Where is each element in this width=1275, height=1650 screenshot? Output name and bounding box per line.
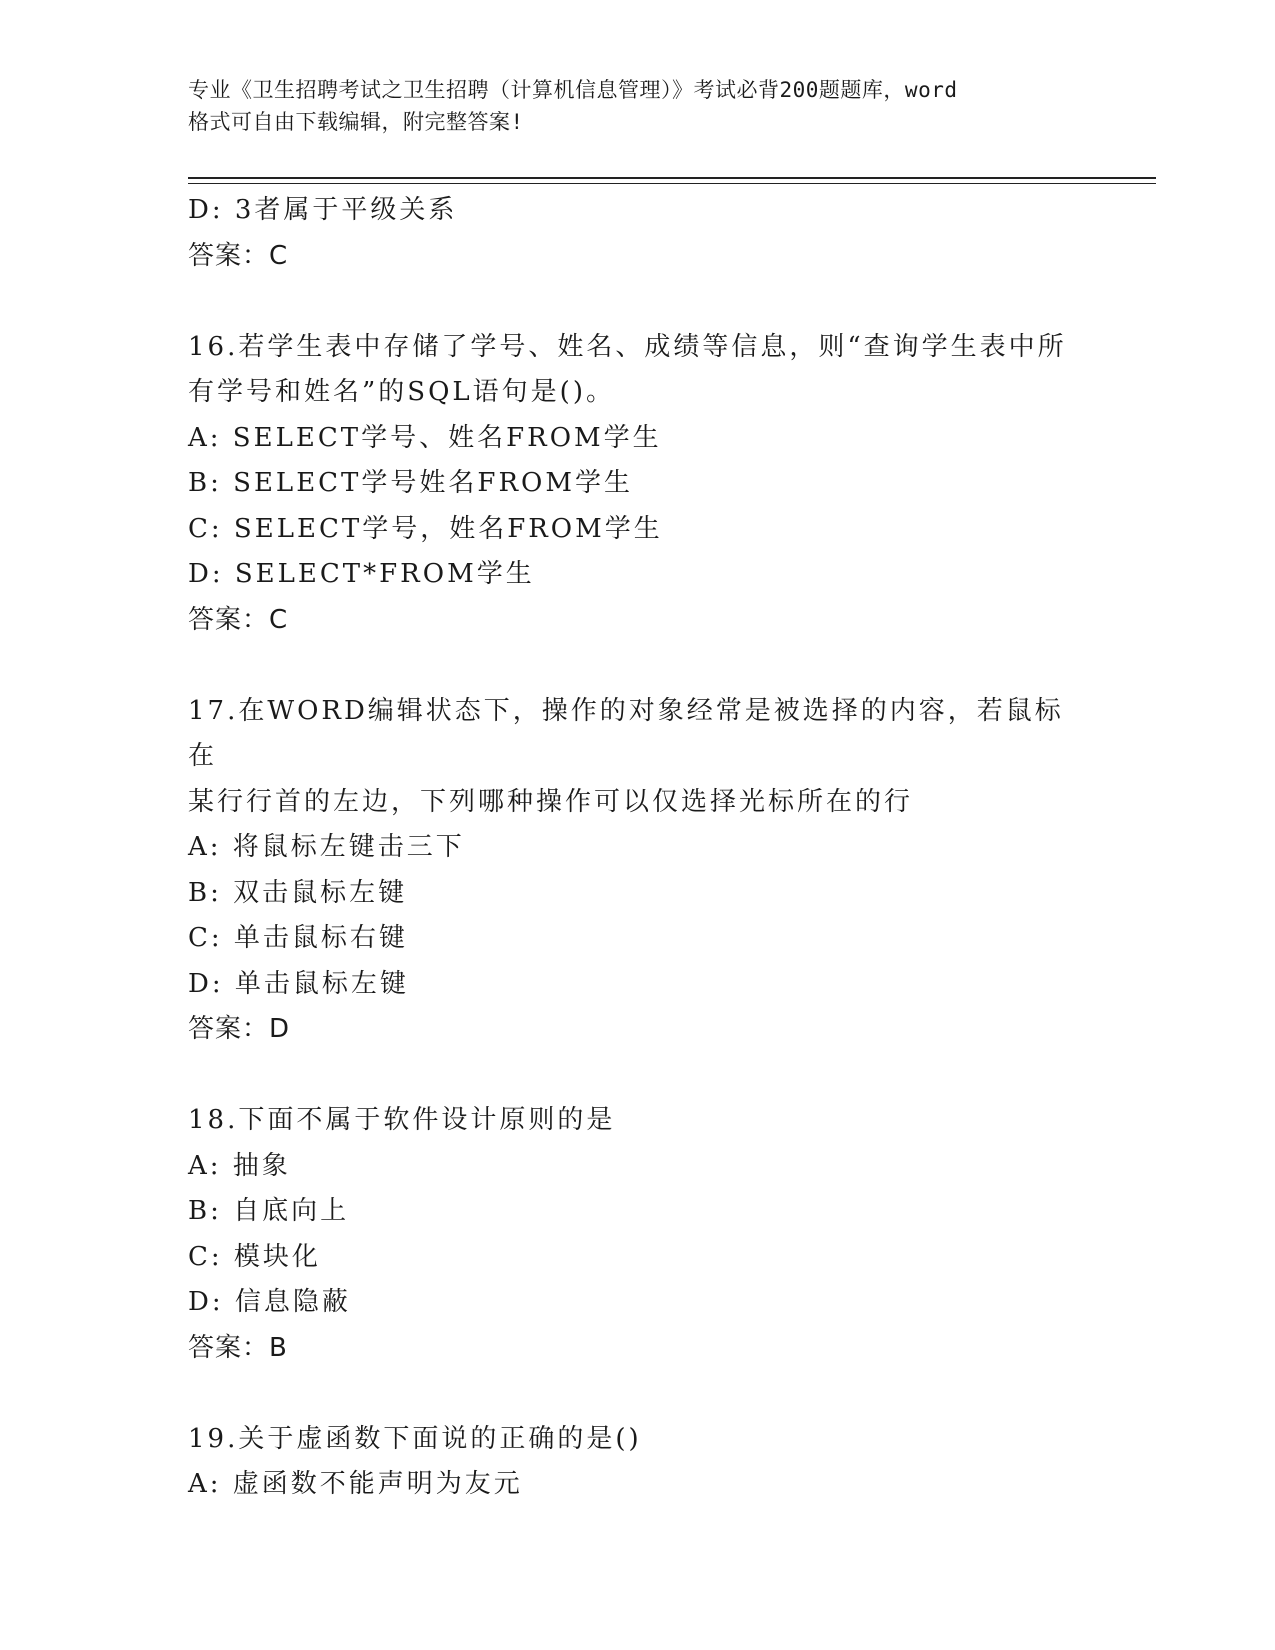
answer-label: 答案：D bbox=[188, 1014, 291, 1044]
question-18 bbox=[188, 1098, 1088, 1371]
question-19 bbox=[188, 1417, 1088, 1508]
header-title-line-2: 格式可自由下载编辑，附完整答案! bbox=[188, 110, 524, 134]
question-text-line-1: 16.若学生表中存储了学号、姓名、成绩等信息，则“查询学生表中所 bbox=[188, 331, 1067, 362]
question-text-line-1: 19.关于虚函数下面说的正确的是() bbox=[188, 1423, 642, 1454]
option-c: C: SELECT学号，姓名FROM学生 bbox=[188, 513, 663, 544]
option-a: A: 虚函数不能声明为友元 bbox=[188, 1469, 523, 1499]
option-c: C: 单击鼠标右键 bbox=[188, 923, 408, 953]
answer-label: 答案：C bbox=[188, 240, 289, 271]
option-b: B: 双击鼠标左键 bbox=[188, 877, 408, 908]
option-d: D: 单击鼠标左键 bbox=[188, 968, 409, 999]
option-a: A: SELECT学号、姓名FROM学生 bbox=[188, 422, 662, 453]
question-text-line-1: 18.下面不属于软件设计原则的是 bbox=[188, 1105, 616, 1135]
header-title-line-1: 专业《卫生招聘考试之卫生招聘（计算机信息管理）》考试必背200题题库，word bbox=[188, 78, 958, 102]
document-header bbox=[188, 74, 1108, 138]
previous-question-tail bbox=[188, 188, 1088, 279]
option-d: D: 3者属于平级关系 bbox=[188, 195, 458, 225]
option-a: A: 将鼠标左键击三下 bbox=[188, 832, 465, 862]
question-list bbox=[188, 188, 1088, 1508]
option-d: D: SELECT*FROM学生 bbox=[188, 559, 535, 589]
option-a: A: 抽象 bbox=[188, 1150, 291, 1181]
option-b: B: 自底向上 bbox=[188, 1196, 350, 1226]
question-text-line-2: 有学号和姓名”的SQL语句是()。 bbox=[188, 377, 615, 407]
option-c: C: 模块化 bbox=[188, 1241, 321, 1272]
question-16 bbox=[188, 325, 1088, 644]
header-divider-thick bbox=[188, 177, 1156, 179]
option-b: B: SELECT学号姓名FROM学生 bbox=[188, 468, 633, 498]
answer-label: 答案：B bbox=[188, 1332, 288, 1363]
question-text-line-1: 17.在WORD编辑状态下，操作的对象经常是被选择的内容，若鼠标在 bbox=[188, 695, 1064, 771]
question-text-line-2: 某行行首的左边，下列哪种操作可以仅选择光标所在的行 bbox=[188, 786, 914, 817]
question-17 bbox=[188, 689, 1088, 1053]
option-d: D: 信息隐蔽 bbox=[188, 1287, 351, 1317]
header-divider-thin bbox=[188, 183, 1156, 184]
answer-label: 答案：C bbox=[188, 604, 289, 635]
